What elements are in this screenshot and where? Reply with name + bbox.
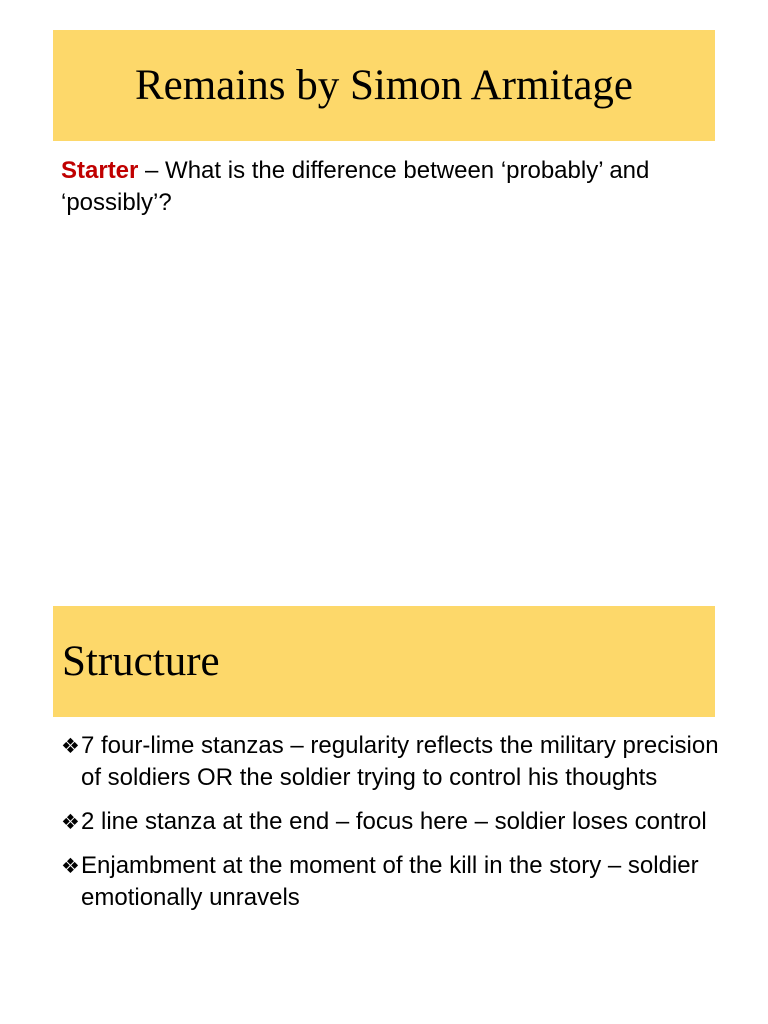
list-item [61,806,721,838]
starter-text: – What is the difference between ‘probably’ and ‘possibly’? [61,157,650,216]
four-diamond-bullet-icon: ❖ [61,734,80,758]
starter-label: Starter [61,157,139,184]
four-diamond-bullet-icon: ❖ [61,854,80,878]
slide-title: Structure [62,638,220,685]
starter-question [61,155,711,219]
list-item [61,730,721,794]
bullet-text: 2 line stanza at the end – focus here – soldier loses control [81,808,707,835]
bullet-list [61,730,721,926]
title-banner [53,30,715,141]
slide-structure [0,560,768,1024]
four-diamond-bullet-icon: ❖ [61,810,80,834]
slide-title: Remains by Simon Armitage [134,62,634,109]
list-item [61,850,721,914]
title-banner [53,606,715,717]
bullet-text: 7 four-lime stanzas – regularity reflects the military precision of soldiers OR the soldier trying to control his thoughts [81,732,719,791]
bullet-text: Enjambment at the moment of the kill in the story – soldier emotionally unravels [81,852,699,911]
